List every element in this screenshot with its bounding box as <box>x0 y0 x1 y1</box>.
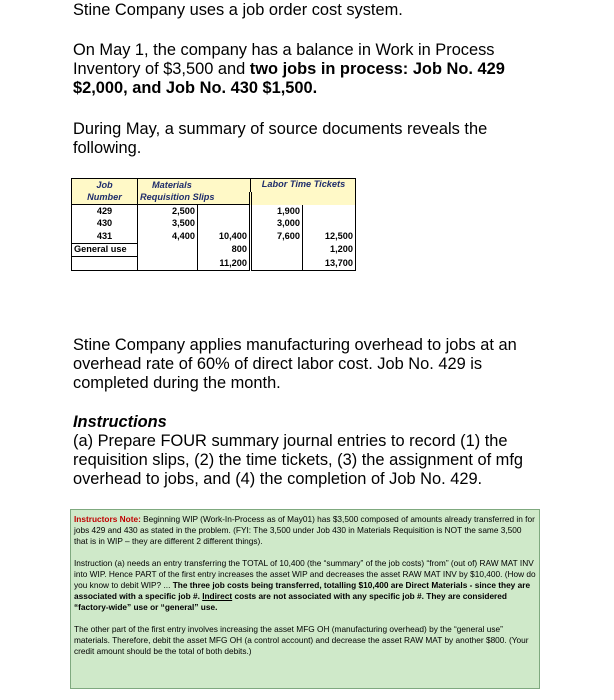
header-labor: Labor Time Tickets <box>251 179 356 205</box>
header-materials-line2: Requisition Slips <box>138 192 251 205</box>
note-paragraph-2: Instruction (a) needs an entry transferring the TOTAL of 10,400 (the “summary” of the job costs) “from” (out of) RAW MAT INV into WIP. Hence PART of the first entry increases the asset WIP and decreases the asset RAW MAT INV by $10,400. (How do you know to debit WIP? ... The three job costs being transferred, totalling $10,400 are Direct Materials - since they are associated with a specific job #. Indirect costs are not associated with any specific job #. They are considered “factory-wide” use or “general” use. <box>74 557 536 613</box>
header-job-number-line2: Number <box>72 192 138 205</box>
during-paragraph: During May, a summary of source documents reveals the following. <box>73 120 488 157</box>
note-paragraph-3: The other part of the first entry involves increasing the asset MFG OH (manufacturing overhead) by the “general use” materials. Therefore, debit the asset MFG OH (a control account) and decrease the asset RAW MAT by another $800. (Your credit amount should be the total of both debits.) <box>74 623 529 657</box>
may1-bold-text: two jobs in process: Job No. 429 $2,000, and Job No. 430 $1,500. <box>73 60 505 97</box>
note-paragraph-1: Instructors Note: Beginning WIP (Work-In-Process as of May01) has $3,500 composed of amounts already transferred in for jobs 429 and 430 as stated in the problem. (FYI: The 3,500 under Job 430 in Materials Requisition is NOT the same 3,500 that is in WIP – they are different 2 different things). <box>74 514 535 547</box>
note-label: Instructors Note: <box>74 514 141 524</box>
header-materials: Materials <box>138 179 251 192</box>
table-header-row <box>72 179 356 192</box>
may1-paragraph <box>73 41 543 98</box>
source-documents-table <box>71 178 356 271</box>
may1-text: On May 1, the company has a balance in Work in Process Inventory of $3,500 and <box>73 41 495 78</box>
table-row: 11,200 13,700 <box>72 257 356 271</box>
table-row: 429 2,500 1,900 <box>72 205 356 218</box>
table-row: General use 800 1,200 <box>72 243 356 257</box>
instruction-a-text: (a) Prepare FOUR summary journal entries to record (1) the requisition slips, (2) the time tickets, (3) the assignment of mfg overhead to jobs, and (4) the completion of Job No. 429. <box>73 432 524 488</box>
overhead-paragraph: Stine Company applies manufacturing overhead to jobs at an overhead rate of 60% of direct labor cost. Job No. 429 is completed during the month. <box>73 336 517 392</box>
instructions-heading: Instructions <box>73 413 167 431</box>
header-job-number: Job <box>72 179 138 192</box>
intro-text: Stine Company uses a job order cost system. <box>73 1 403 19</box>
table-row: 430 3,500 3,000 <box>72 218 356 231</box>
table-row: 431 4,400 10,400 7,600 12,500 <box>72 230 356 243</box>
instructor-note-box <box>70 509 540 689</box>
